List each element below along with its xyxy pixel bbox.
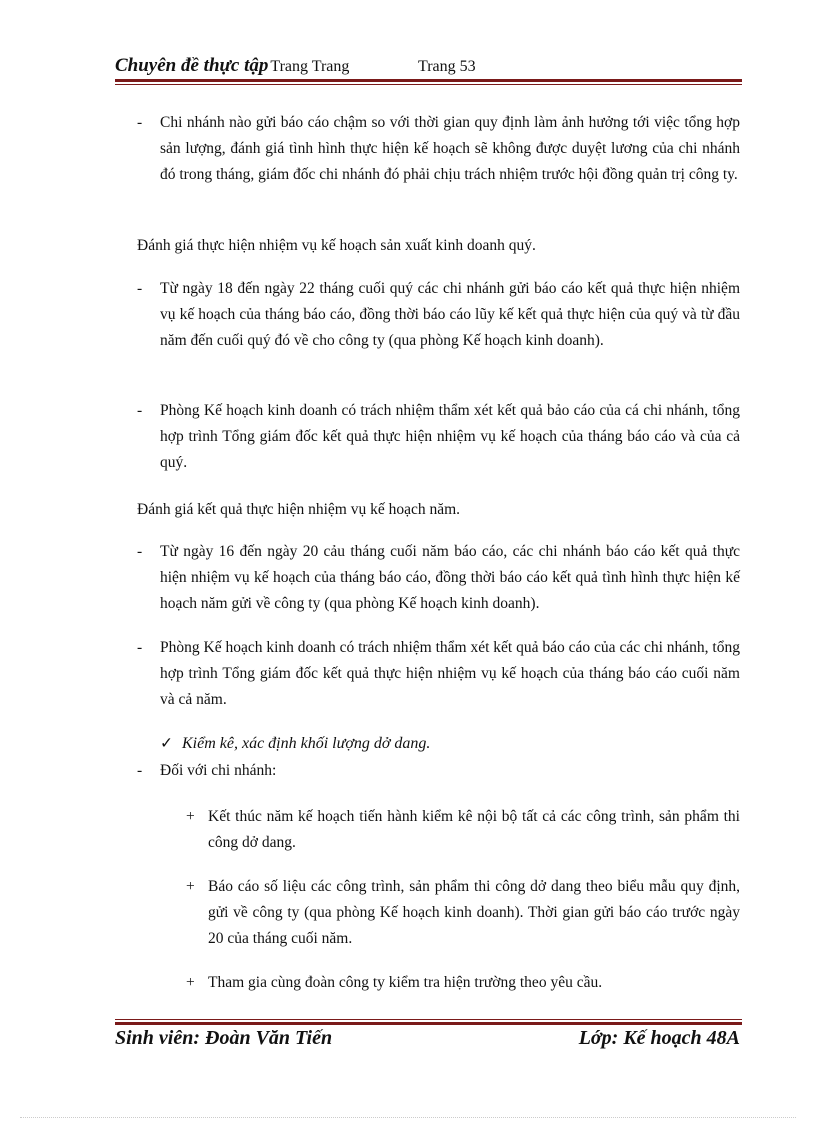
bullet-dash: -: [137, 280, 143, 297]
check-heading: Kiểm kê, xác định khối lượng dở dang.: [182, 735, 431, 752]
page-header: [115, 55, 740, 77]
sub-item-3: Tham gia cùng đoàn công ty kiểm tra hiện trường theo yêu cầu.: [208, 974, 603, 991]
bullet-dash: -: [137, 402, 143, 419]
bullet-plus: +: [186, 974, 195, 991]
paragraph-6: Đối với chi nhánh:: [160, 762, 277, 779]
paragraph-3: Phòng Kế hoạch kinh doanh có trách nhiệm thẩm xét kết quả bảo cáo của cá chi nhánh, tổng hợp trình Tổng giám đốc kết quả thực hiện nhiệm vụ kế hoạch của tháng báo cáo và của cả quý.: [160, 402, 740, 471]
checkmark-icon: ✓: [160, 735, 173, 752]
header-rule-thick: [115, 79, 742, 82]
paragraph-5: Phòng Kế hoạch kinh doanh có trách nhiệm thẩm xét kết quả báo cáo của các chi nhánh, tổng hợp trình Tổng giám đốc kết quả thực hiện nhiệm vụ kế hoạch của tháng báo cáo cuối năm và cả năm.: [160, 639, 740, 708]
bullet-dash: -: [137, 114, 143, 131]
bullet-dash: -: [137, 762, 143, 779]
footer-class: Lớp: Kế hoạch 48A: [578, 1027, 740, 1049]
paragraph-4: Từ ngày 16 đến ngày 20 cảu tháng cuối năm báo cáo, các chi nhánh báo cáo kết quả thực hiện nhiệm vụ kế hoạch của tháng báo cáo, đồng thời báo cáo kết quả tình hình thực hiện kế hoạch năm gửi về công ty (qua phòng Kế hoạch kinh doanh).: [160, 543, 740, 612]
footer-student: Sinh viên: Đoàn Văn Tiến: [115, 1027, 333, 1049]
header-page-number: Trang 53: [418, 58, 476, 75]
page-edge-dotted-line: [20, 1117, 796, 1118]
check-heading-row: [160, 731, 430, 757]
heading-quarter: Đánh giá thực hiện nhiệm vụ kế hoạch sản xuất kinh doanh quý.: [137, 237, 536, 254]
heading-year: Đánh giá kết quả thực hiện nhiệm vụ kế hoạch năm.: [137, 501, 461, 518]
sub-item-1: Kết thúc năm kế hoạch tiến hành kiểm kê nội bộ tất cả các công trình, sản phẩm thi công dở dang.: [208, 808, 740, 851]
bullet-dash: -: [137, 543, 143, 560]
paragraph-2: Từ ngày 18 đến ngày 22 tháng cuối quý các chi nhánh gửi báo cáo kết quả thực hiện nhiệm vụ kế hoạch của tháng báo cáo, đồng thời báo cáo lũy kế kết quả thực hiện của quý và từ đầu năm đến cuối quý đó về cho công ty (qua phòng Kế hoạch kinh doanh).: [160, 280, 740, 349]
footer-rule-thin: [115, 1019, 742, 1020]
footer-rule-thick: [115, 1022, 742, 1025]
bullet-plus: +: [186, 808, 195, 825]
header-title: Chuyên đề thực tập: [115, 55, 269, 76]
header-rule-thin: [115, 84, 742, 85]
header-author: Trang Trang: [270, 58, 350, 75]
paragraph-1: Chi nhánh nào gửi báo cáo chậm so với thời gian quy định làm ảnh hưởng tới việc tổng hợp sản lượng, đánh giá tình hình thực hiện kế hoạch sẽ không được duyệt lương của chi nhánh đó trong tháng, giám đốc chi nhánh đó phải chịu trách nhiệm trước hội đồng quản trị công ty.: [160, 114, 740, 183]
bullet-plus: +: [186, 878, 195, 895]
bullet-dash: -: [137, 639, 143, 656]
sub-item-2: Báo cáo số liệu các công trình, sản phẩm thi công dở dang theo biểu mẫu quy định, gửi về công ty (qua phòng Kế hoạch kinh doanh). Thời gian gửi báo cáo trước ngày 20 của tháng cuối năm.: [208, 878, 740, 947]
